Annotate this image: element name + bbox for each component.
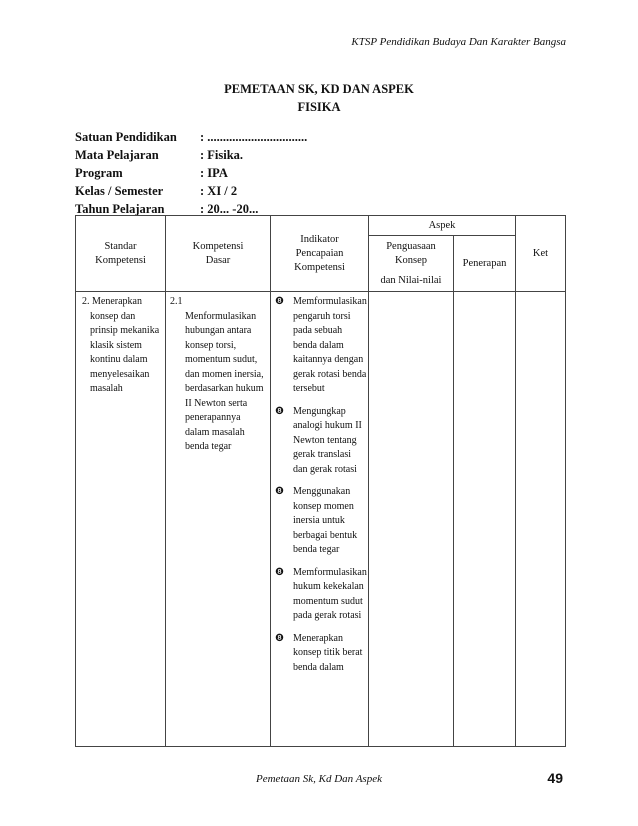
cell-sk bbox=[76, 292, 166, 747]
meta-label: Mata Pelajaran bbox=[75, 148, 159, 162]
meta-row-mapel bbox=[75, 146, 307, 164]
header-sk: Standar Kompetensi bbox=[76, 216, 166, 292]
meta-value: : 20... -20... bbox=[200, 202, 259, 216]
cell-kd bbox=[166, 292, 271, 747]
bullet-icon: ❽ bbox=[275, 296, 284, 307]
meta-value: : XI / 2 bbox=[200, 184, 238, 198]
cell-penguasaan bbox=[369, 292, 454, 747]
footer-text: Pemetaan Sk, Kd Dan Aspek bbox=[256, 773, 382, 785]
page-number: 49 bbox=[547, 770, 563, 786]
meta-row-satuan bbox=[75, 128, 307, 146]
indicator-item bbox=[275, 566, 367, 624]
page-subtitle: FISIKA bbox=[297, 100, 341, 114]
meta-value: : IPA bbox=[200, 166, 228, 180]
cell-indikator bbox=[271, 292, 369, 747]
bullet-icon: ❽ bbox=[275, 566, 284, 578]
kd-number: 2.1 bbox=[170, 296, 183, 307]
header-aspek: Aspek bbox=[369, 216, 516, 236]
meta-value: : ................................ bbox=[200, 130, 308, 144]
indicator-item bbox=[275, 295, 367, 397]
meta-value: : Fisika. bbox=[200, 148, 244, 162]
header-penerapan: Penerapan bbox=[454, 236, 516, 292]
mapping-table bbox=[75, 215, 566, 747]
meta-label: Tahun Pelajaran bbox=[75, 202, 165, 216]
meta-block bbox=[75, 128, 307, 218]
bullet-icon: ❽ bbox=[275, 405, 284, 417]
meta-label: Satuan Pendidikan bbox=[75, 130, 177, 144]
indicator-item bbox=[275, 405, 364, 478]
meta-row-kelas bbox=[75, 182, 307, 200]
header-penguasaan: Penguasaan Konsep bbox=[369, 236, 454, 272]
indicator-text: Mengungkap analogi hukum II Newton tentang gerak translasi dan gerak rotasi bbox=[293, 405, 362, 475]
cell-ket bbox=[516, 292, 566, 747]
meta-label: Kelas / Semester bbox=[75, 184, 164, 198]
indicator-text: Memformulasikan hukum kekekalan momentum sudut pada gerak rotasi bbox=[293, 566, 367, 621]
bullet-icon: ❽ bbox=[275, 632, 284, 644]
bullet-icon: ❽ bbox=[275, 486, 284, 497]
header-ket: Ket bbox=[516, 216, 566, 292]
meta-label: Program bbox=[75, 166, 123, 180]
indicator-item bbox=[275, 632, 364, 676]
indicator-item bbox=[275, 485, 364, 558]
meta-row-program bbox=[75, 164, 307, 182]
header-kd: Kompetensi Dasar bbox=[166, 216, 271, 292]
indicator-text: Memformulasikan pengaruh torsi pada sebuah benda dalam kaitannya dengan gerak rotasi benda tersebut bbox=[293, 296, 367, 394]
indicator-text: Menerapkan konsep titik berat benda dalam bbox=[293, 632, 363, 673]
running-header: KTSP Pendidikan Budaya Dan Karakter Bangsa bbox=[351, 36, 566, 48]
indicator-text: Menggunakan konsep momen inersia untuk berbagai bentuk benda tegar bbox=[293, 486, 358, 555]
header-indikator: Indikator Pencapaian Kompetensi bbox=[271, 216, 369, 292]
kd-text: Menformulasikan hubungan antara konsep torsi, momentum sudut, dan momen inersia, berdasarkan hukum II Newton serta penerapannya dalam masalah benda tegar bbox=[185, 310, 264, 452]
sk-text: 2. Menerapkan konsep dan prinsip mekanika klasik sistem kontinu dalam menyelesaikan masalah bbox=[82, 296, 160, 394]
cell-penerapan bbox=[454, 292, 516, 747]
header-nilai: dan Nilai-nilai bbox=[369, 272, 454, 292]
page-title: PEMETAAN SK, KD DAN ASPEK bbox=[224, 82, 414, 96]
